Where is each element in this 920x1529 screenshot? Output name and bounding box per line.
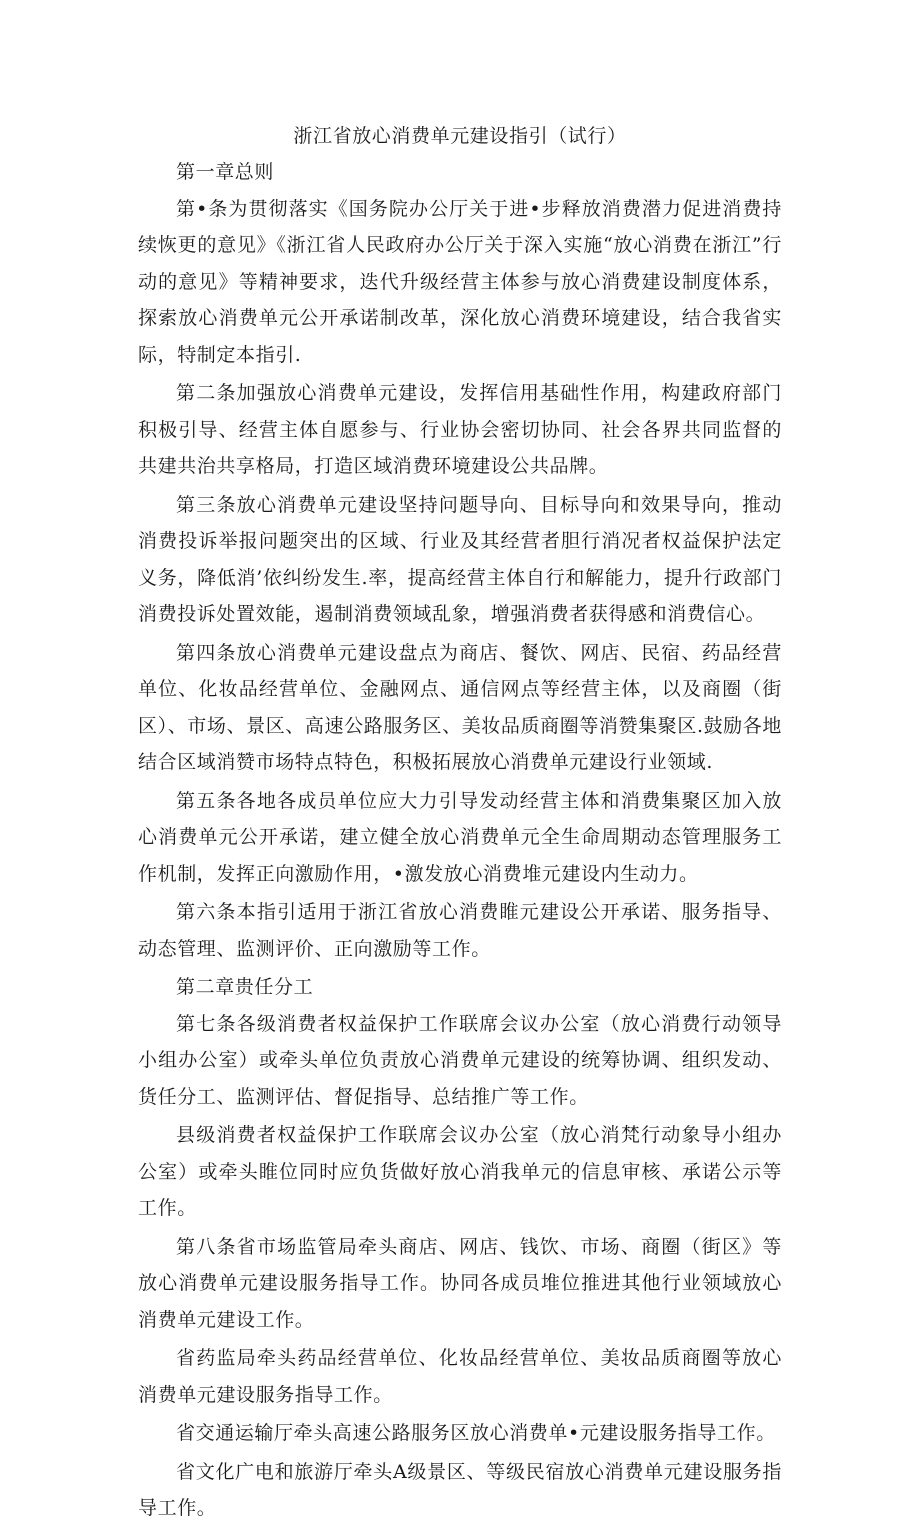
article-paragraph: 第四条放心消费单元建设盘点为商店、餐饮、网店、民宿、药品经营单位、化妆品经营单位、金融网点、通信网点等经营主体，以及商圈（街区）、市场、景区、高速公路服务区、美妆品质商圈等消赞集聚区.鼓励各地结合区域消赞市场特点特色，积极拓展放心消费单元建设行业领域. bbox=[138, 641, 782, 773]
article-paragraph: 县级消费者权益保护工作联席会议办公室（放心消梵行动象导小组办公室）或牵头睢位同时应负货做好放心消我单元的信息审核、承诺公示等工作。 bbox=[138, 1124, 782, 1219]
article-paragraph: 第三条放心消费单元建设坚持问题导向、目标导向和效果导向，推动消费投诉举报问题突出的区域、行业及其经营者胆行消况者权益保护法定义务，降低消’依纠纷发生.率，提高经营主体自行和解能力，提升行政部门消费投诉处置效能，遏制消费领域乱象，增强消费者获得感和消费信心。 bbox=[138, 493, 782, 625]
chapter-heading: 第二章贵任分工 bbox=[176, 976, 314, 998]
article-paragraph: 省文化广电和旅游厅牵头A级景区、等级民宿放心消费单元建设服务指导工作。 bbox=[138, 1460, 782, 1519]
article-paragraph: 第八条省市场监管局牵头商店、网店、钱饮、市场、商圈（街区》等放心消费单元建设服务指导工作。协同各成员堆位推进其他行业领域放心消费单元建设工作。 bbox=[138, 1235, 782, 1331]
chapter-heading: 第一章总则 bbox=[176, 161, 275, 183]
article-paragraph: 省药监局牵头药品经营单位、化妆品经营单位、美妆品质商圈等放心消费单元建设服务指导工作。 bbox=[138, 1347, 782, 1406]
article-paragraph: 省交通运输厅牵头高速公路服务区放心消费单•元建设服务指导工作。 bbox=[176, 1422, 776, 1444]
article-paragraph: 第五条各地各成员单位应大力引导发动经营主体和消费集聚区加入放心消费单元公开承诺，建立健全放心消费单元全生命周期动态管理服务工作机制，发挥正向激励作用，•激发放心消费堆元建设内生动力。 bbox=[138, 789, 782, 885]
article-paragraph: 第•条为贯彻落实《国务院办公厅关于进•步释放消费潜力促进消费持续恢更的意见》《浙江省人民政府办公厅关于深入实施“放心消费在浙江”行动的意见》等精神要求，迭代升级经营主体参与放心消费建设制度体系，探索放心消费单元公开承诺制改革，深化放心消费环境建设，结合我省实际，特制定本指引. bbox=[138, 197, 782, 366]
article-paragraph: 第二条加强放心消费单元建设，发挥信用基础性作用，构建政府部门积极引导、经营主体自愿参与、行业协会密切协同、社会各界共同监督的共建共治共享格局，打造区域消费环境建设公共品牌。 bbox=[138, 382, 782, 477]
document-title: 浙江省放心消费单元建设指引（试行） bbox=[293, 125, 627, 147]
article-paragraph: 第七条各级消费者权益保护工作联席会议办公室（放心消费行动领导小组办公室）或牵头单位负责放心消费单元建设的统筹协调、组织发动、货任分工、监测评估、督促指导、总结推广等工作。 bbox=[138, 1012, 782, 1108]
article-paragraph: 第六条本指引适用于浙江省放心消费睢元建设公开承诺、服务指导、动态管理、监测评价、正向激励等工作。 bbox=[138, 901, 782, 960]
